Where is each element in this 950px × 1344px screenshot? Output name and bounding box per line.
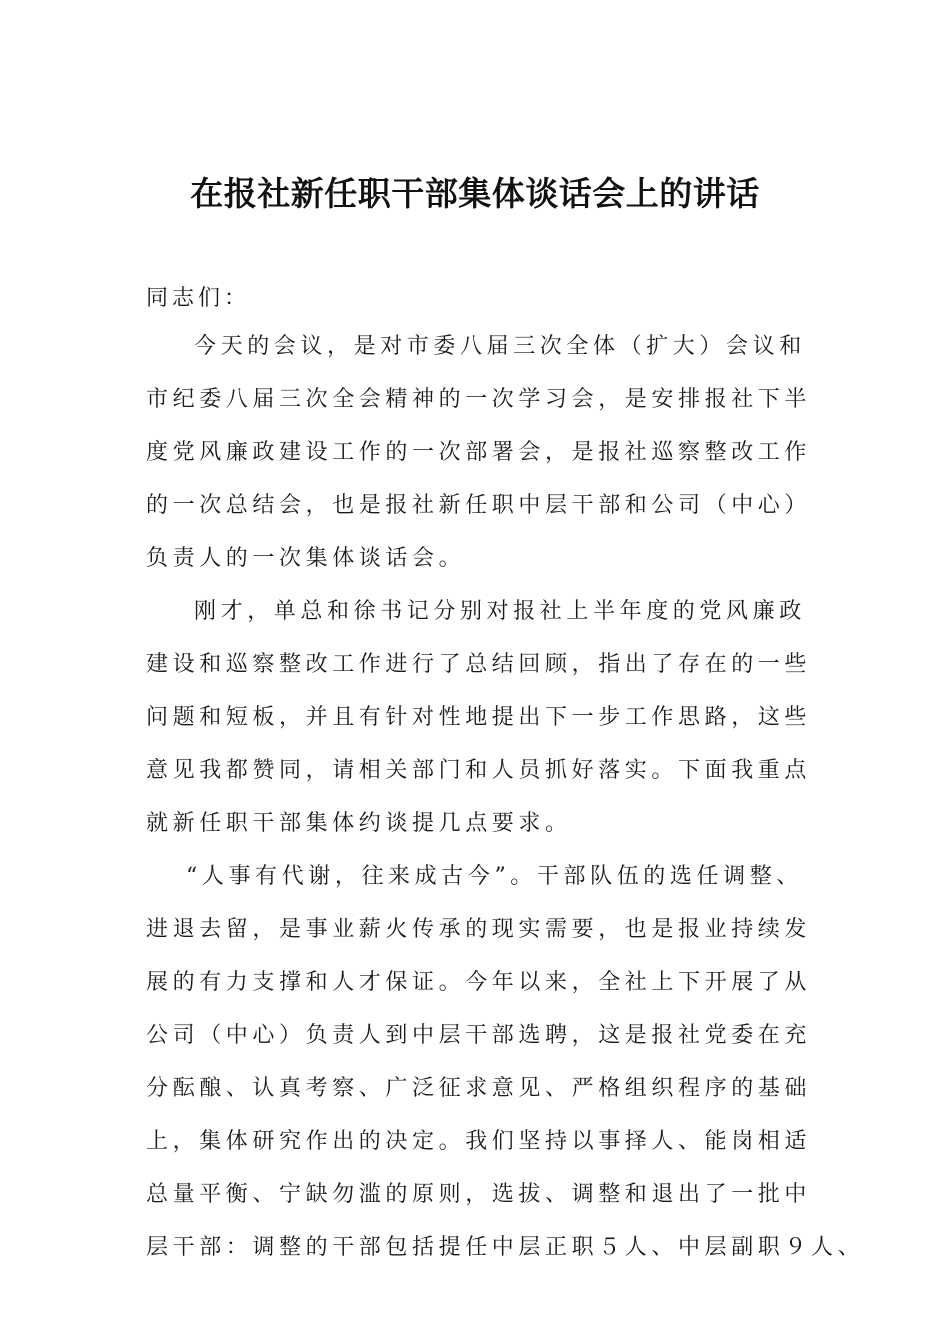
text-line: 总量平衡、宁缺勿滥的原则，选拔、调整和退出了一批中 [146, 1182, 812, 1207]
text-line: 就新任职干部集体约谈提几点要求。 [146, 811, 572, 836]
text-line: 层干部：调整的干部包括提任中层正职５人、中层副职９人、 [146, 1235, 865, 1260]
text-line: 市纪委八届三次全会精神的一次学习会，是安排报社下半 [146, 387, 812, 412]
text-line: “人事有代谢，往来成古今”。干部队伍的选任调整、 [186, 864, 803, 889]
document-title: 在报社新任职干部集体谈话会上的讲话 [190, 174, 760, 213]
text-line: 今天的会议，是对市委八届三次全体（扩大）会议和 [194, 334, 806, 359]
paragraph-3 [146, 850, 865, 1274]
paragraph-1 [146, 320, 836, 585]
text-line: 的一次总结会，也是报社新任职中层干部和公司（中心） [146, 493, 812, 518]
text-line: 建设和巡察整改工作进行了总结回顾，指出了存在的一些 [146, 652, 812, 677]
text-line: 展的有力支撑和人才保证。今年以来，全社上下开展了从 [146, 970, 812, 995]
text-line: 意见我都赞同，请相关部门和人员抓好落实。下面我重点 [146, 758, 812, 783]
text-line: 上，集体研究作出的决定。我们坚持以事择人、能岗相适 [146, 1129, 812, 1154]
text-line: 负责人的一次集体谈话会。 [146, 546, 466, 571]
text-line: 进退去留，是事业薪火传承的现实需要，也是报业持续发 [146, 917, 812, 942]
text-line: 公司（中心）负责人到中层干部选聘，这是报社党委在充 [146, 1023, 812, 1048]
text-line: 度党风廉政建设工作的一次部署会，是报社巡察整改工作 [146, 440, 812, 465]
paragraph-2 [146, 585, 836, 850]
text-line: 刚才，单总和徐书记分别对报社上半年度的党风廉政 [194, 599, 806, 624]
text-line: 问题和短板，并且有针对性地提出下一步工作思路，这些 [146, 705, 812, 730]
greeting-line: 同志们： [146, 286, 251, 311]
text-line: 分酝酿、认真考察、广泛征求意见、严格组织程序的基础 [146, 1076, 812, 1101]
document-body [146, 320, 865, 1274]
